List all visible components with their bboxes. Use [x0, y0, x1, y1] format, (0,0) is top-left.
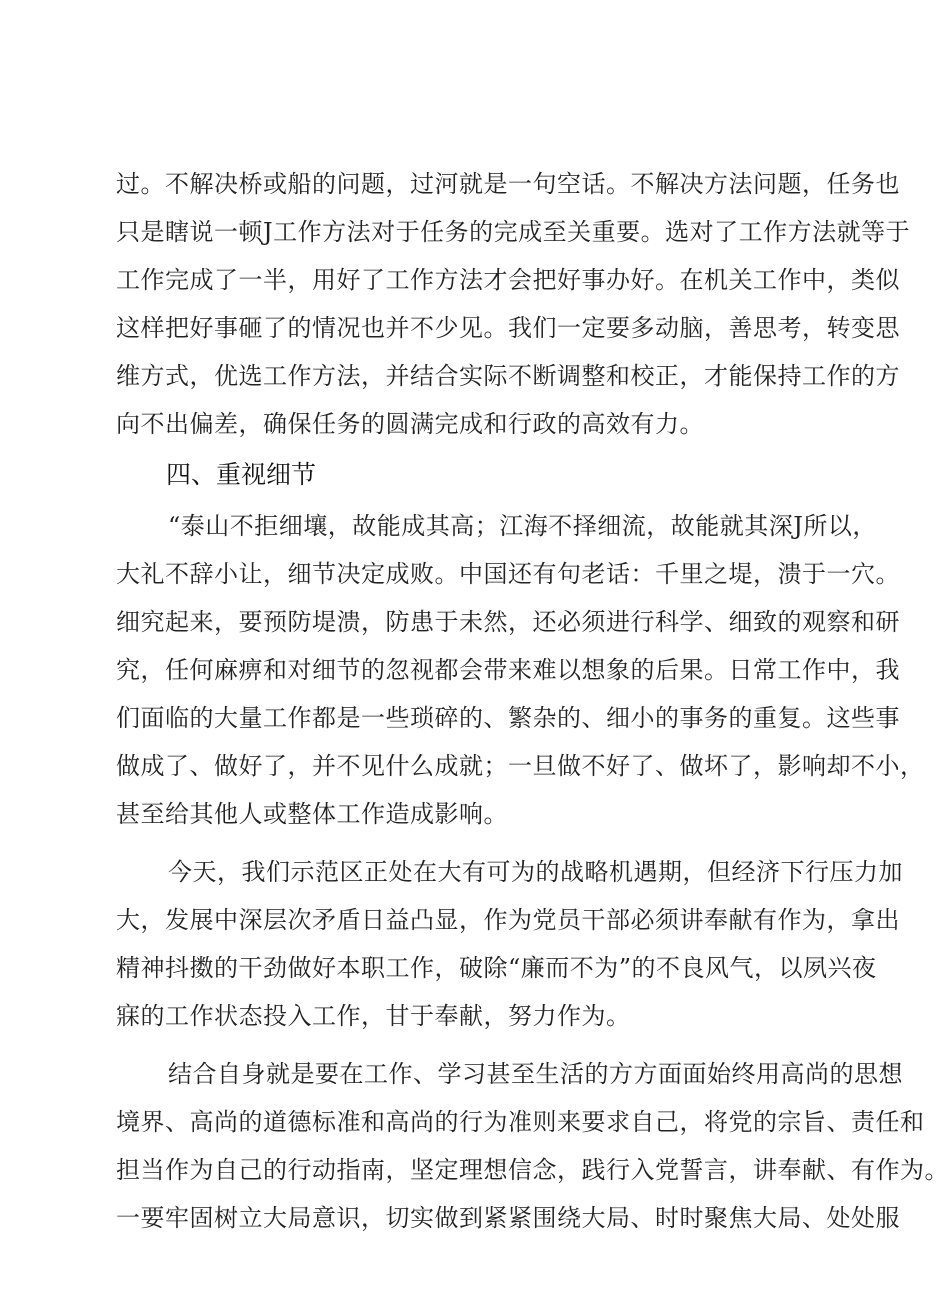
text-line: 只是瞎说一顿J工作方法对于任务的完成至关重要。选对了工作方法就等于 — [116, 218, 911, 246]
text-line: 今天，我们示范区正处在大有可为的战略机遇期，但经济下行压力加 — [168, 858, 903, 886]
paragraph-details — [116, 502, 925, 838]
document-body — [116, 160, 949, 1242]
text-line: 向不出偏差，确保任务的圆满完成和行政的高效有力。 — [116, 410, 704, 438]
text-line: 究，任何麻痹和对细节的忽视都会带来难以想象的后果。日常工作中，我 — [116, 656, 900, 684]
text-line: 这样把好事砸了的情况也并不少见。我们一定要多动脑，善思考，转变思 — [116, 314, 900, 342]
text-line: 一要牢固树立大局意识，切实做到紧紧围绕大局、时时聚焦大局、处处服 — [116, 1204, 900, 1232]
text-line: 担当作为自己的行动指南，坚定理想信念，践行入党誓言，讲奉献、有作为。 — [116, 1156, 949, 1184]
text-line: 境界、高尚的道德标准和高尚的行为准则来要求自己，将党的宗旨、责任和 — [116, 1108, 925, 1136]
text-line: 维方式，优选工作方法，并结合实际不断调整和校正，才能保持工作的方 — [116, 362, 900, 390]
text-line: 寐的工作状态投入工作，甘于奉献，努力作为。 — [116, 1002, 631, 1030]
text-line: 细究起来，要预防堤溃，防患于未然，还必须进行科学、细致的观察和研 — [116, 608, 900, 636]
paragraph-work-method — [116, 160, 911, 448]
text-line: 甚至给其他人或整体工作造成影响。 — [116, 800, 508, 828]
text-line: 精神抖擞的干劲做好本职工作，破除“廉而不为”的不良风气，以夙兴夜 — [116, 954, 877, 982]
text-line: “泰山不拒细壤，故能成其高；江海不择细流，故能就其深J所以， — [168, 512, 877, 540]
text-line: 做成了、做好了，并不见什么成就；一旦做不好了、做坏了，影响却不小， — [116, 752, 925, 780]
text-line: 结合自身就是要在工作、学习甚至生活的方方面面始终用高尚的思想 — [168, 1060, 903, 1088]
text-line: 大，发展中深层次矛盾日益凸显，作为党员干部必须讲奉献有作为，拿出 — [116, 906, 900, 934]
text-line: 过。不解决桥或船的问题，过河就是一句空话。不解决方法问题，任务也 — [116, 170, 900, 198]
paragraph-self — [116, 1050, 949, 1242]
text-line: 大礼不辞小让，细节决定成败。中国还有句老话：千里之堤，溃于一穴。 — [116, 560, 900, 588]
paragraph-gap — [116, 1040, 828, 1050]
text-line: 工作完成了一半，用好了工作方法才会把好事办好。在机关工作中，类似 — [116, 266, 900, 294]
paragraph-today — [116, 848, 903, 1040]
paragraph-gap — [116, 838, 828, 848]
text-line: 们面临的大量工作都是一些琐碎的、繁杂的、细小的事务的重复。这些事 — [116, 704, 900, 732]
section-heading: 四、重视细节 — [166, 460, 317, 489]
